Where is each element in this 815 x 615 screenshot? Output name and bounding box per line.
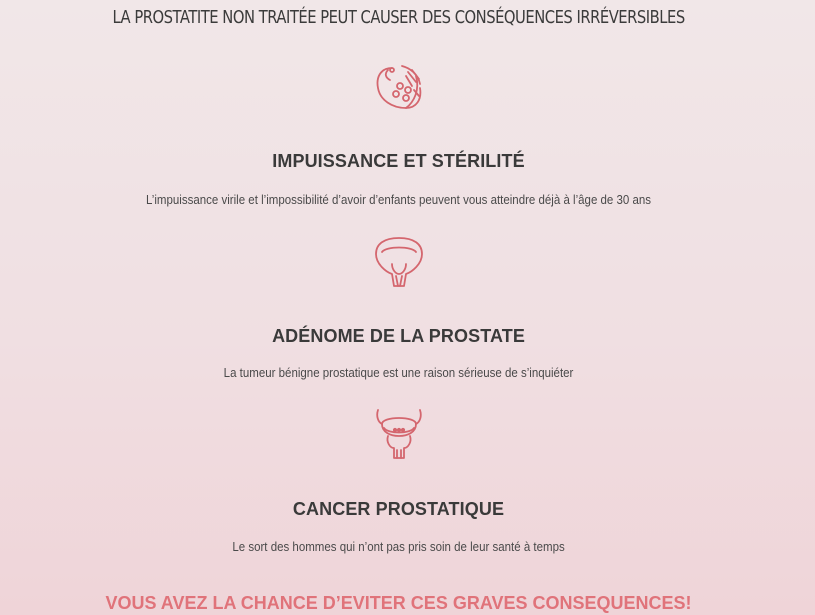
prostate-tumor-icon [372,406,426,460]
section-headline: LA PROSTATITE NON TRAITÉE PEUT CAUSER DES CONSÉQUENCES IRRÉVERSIBLES [112,7,685,28]
item-description-adenome: La tumeur bénigne prostatique est une raison sérieuse de s’inquiéter [223,366,574,380]
item-description-impuissance: L’impuissance virile et l’impossibilité d’avoir d’enfants peuvent vous atteindre déjà à l’âge de 30 ans [146,193,652,207]
item-title-adenome: ADÉNOME DE LA PROSTATE [272,326,525,346]
sperm-egg-icon [372,60,426,114]
bladder-icon [372,234,426,288]
item-title-impuissance: IMPUISSANCE ET STÉRILITÉ [272,151,525,171]
cta-headline: VOUS AVEZ LA CHANCE D’EVITER CES GRAVES CONSEQUENCES! [105,593,692,613]
item-description-cancer: Le sort des hommes qui n’ont pas pris soin de leur santé à temps [232,540,565,554]
item-title-cancer: CANCER PROSTATIQUE [292,499,505,519]
